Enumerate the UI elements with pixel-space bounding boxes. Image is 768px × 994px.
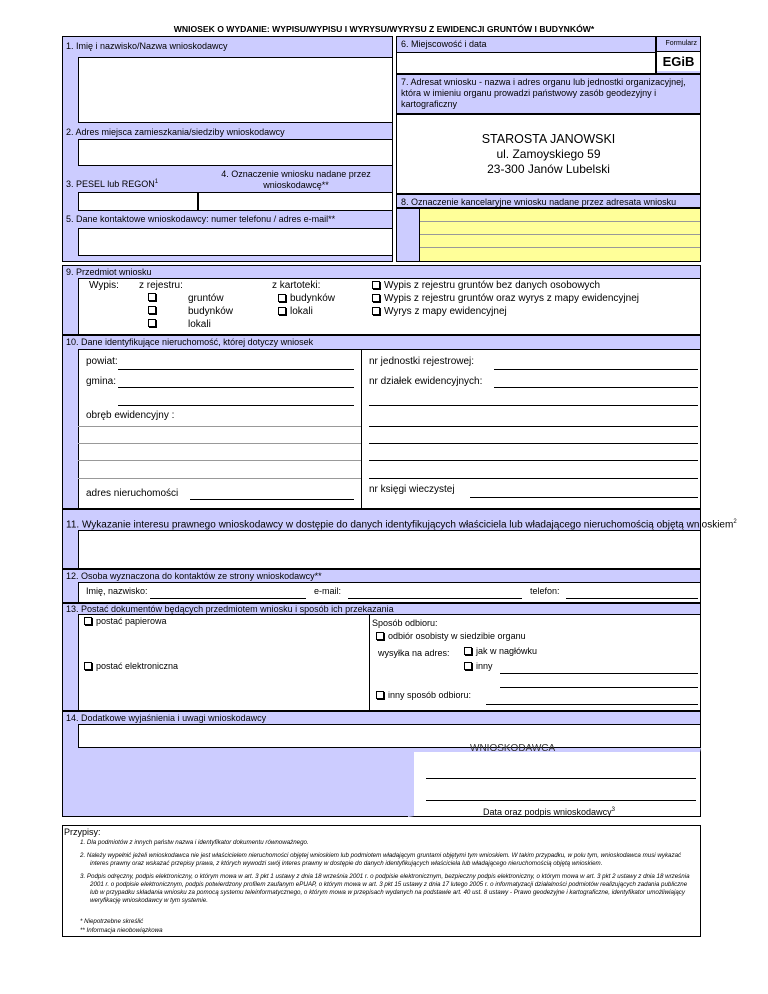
sec7-label: 7. Adresat wniosku - nazwa i adres organu lub jednostki organizacyjnej, która w imieniu organu prowadzi państwowy zasób geodezyjny i kartograficzny (396, 74, 701, 114)
footnote-3: 3. Podpis odręczny, podpis elektroniczny, o którym mowa w art. 3 pkt 1 ustawy z dnia 18 września 2001 r. o podpisie elektronicznym, bezpieczny podpis elektroniczny, o którym mowa w art. 3 pkt 2 ustawy z dnia 18 września 2001 r. o podpisie elektronicznym, podpis potwierdzony profilem zaufanym ePUAP, o którym mowa w art. 3 pkt 15 ustawy z dnia 17 lutego 2005 r. o informatyzacji działalności podmiotów realizujących zadania publiczne lub w przypadku składania wniosku za pomocą systemu teleinformatycznego, o którym mowa w przepisach wydanych na podstawie art. 40 ust. 8 ustawy - Prawo geodezyjne i kartograficzne, identyfikator umożliwiający weryfikację wnioskodawcy w tym systemie. (80, 873, 690, 904)
naglowek-label: jak w nagłówku (476, 646, 538, 656)
nr-dzialek-field[interactable] (494, 387, 698, 388)
gmina-field-2[interactable] (118, 405, 354, 406)
checkbox-icon (376, 632, 384, 640)
addressee-line2: ul. Zamoyskiego 59 (496, 147, 601, 161)
checkbox-icon (148, 293, 156, 301)
checkbox-icon (278, 294, 286, 302)
reg-lokale-checkbox[interactable] (148, 318, 160, 330)
page-title: WNIOSEK O WYDANIE: WYPISU/WYPISU I WYRYSU/WYRYSU Z EWIDENCJI GRUNTÓW I BUDYNKÓW* (173, 24, 595, 34)
z-rejestru-label: z rejestru: (139, 280, 183, 291)
contact-name-label: Imię, nazwisko: (86, 586, 148, 596)
checkbox-icon (376, 691, 384, 699)
sec2-label: 2. Adres miejsca zamieszkania/siedziby wnioskodawcy (66, 127, 285, 137)
section-10-divider (361, 349, 362, 509)
nr-jedn-field[interactable] (494, 369, 698, 370)
reg-lokale-label: lokali (188, 319, 211, 330)
gmina-label: gmina: (86, 376, 117, 387)
signature-line-2[interactable] (426, 800, 696, 801)
obreb-line-1[interactable] (78, 426, 361, 427)
inny-label: inny (476, 661, 493, 671)
nr-dzialek-line-6[interactable] (369, 478, 698, 479)
sec1-label: 1. Imię i nazwisko/Nazwa wnioskodawcy (66, 41, 228, 51)
office-mark-field[interactable] (419, 209, 700, 261)
inny-option[interactable] (464, 661, 493, 672)
inny-sposob-label: inny sposób odbioru: (388, 690, 472, 700)
pesel-regon-field[interactable] (78, 192, 198, 211)
sec9-title: 9. Przedmiot wniosku (66, 267, 152, 277)
nr-dzialek-line-2[interactable] (369, 405, 698, 406)
footnotes-title: Przypisy: (64, 827, 101, 837)
footnote-star-2: ** Informacja nieobowiązkowa (80, 927, 163, 934)
sec3-label: 3. PESEL lub REGON$^1$ (66, 179, 159, 189)
checkbox-icon (278, 307, 286, 315)
signature-line-1[interactable] (426, 778, 696, 779)
checkbox-icon (148, 306, 156, 314)
sec10-title: 10. Dane identyfikujące nieruchomość, której dotyczy wniosek (66, 337, 314, 347)
inny-address-line-1[interactable] (500, 673, 698, 674)
kart-budynki-label: budynków (290, 293, 336, 304)
checkbox-icon (372, 294, 380, 302)
z-kartoteki-label: z kartoteki: (272, 280, 321, 291)
nr-dzialek-line-3[interactable] (369, 426, 698, 427)
electronic-option[interactable] (84, 661, 178, 672)
form-code-box (656, 36, 701, 74)
footnote-1: 1. Dla podmiotów z innych państw nazwa i identyfikator dokumentu równoważnego. (80, 839, 309, 846)
paper-label: postać papierowa (96, 616, 167, 626)
osobisty-label: odbiór osobisty w siedzibie organu (388, 631, 526, 641)
inny-sposob-field[interactable] (486, 704, 698, 705)
checkbox-icon (148, 319, 156, 327)
kart-budynki-option[interactable] (278, 293, 335, 305)
kart-lokale-option[interactable] (278, 306, 313, 318)
sec8-label: 8. Oznaczenie kancelaryjne wniosku nadane przez adresata wniosku (396, 194, 701, 208)
checkbox-icon (84, 662, 92, 670)
checkbox-icon (464, 647, 472, 655)
adres-field[interactable] (190, 499, 354, 500)
sposob-label: Sposób odbioru: (372, 618, 438, 628)
powiat-label: powiat: (86, 356, 118, 367)
checkbox-icon (372, 307, 380, 315)
opt3-option[interactable] (372, 306, 507, 318)
opt2-label: Wypis z rejestru gruntów oraz wyrys z mapy ewidencyjnej (384, 293, 639, 304)
contact-email-label: e-mail: (314, 586, 342, 596)
kart-lokale-label: lokali (290, 306, 313, 317)
paper-option[interactable] (84, 616, 167, 627)
inny-sposob-option[interactable] (376, 690, 471, 701)
footnote-star-1: * Niepotrzebne skreślić (80, 918, 144, 925)
reg-grunty-checkbox[interactable] (148, 292, 160, 304)
obreb-label: obręb ewidencyjny : (86, 410, 175, 421)
applicant-label: WNIOSKODAWCA (470, 743, 556, 754)
sec6-label: 6. Miejscowość i data (396, 36, 656, 53)
sec12-title: 12. Osoba wyznaczona do kontaktów ze strony wnioskodawcy** (66, 571, 322, 581)
contact-data-field[interactable] (78, 228, 393, 256)
place-date-field[interactable] (396, 52, 656, 74)
osobisty-option[interactable] (376, 631, 526, 642)
section-12-body (78, 582, 701, 603)
adres-label: adres nieruchomości (86, 488, 179, 499)
reg-budynki-label: budynków (188, 306, 234, 317)
legal-interest-field[interactable] (78, 530, 701, 569)
opt1-option[interactable] (372, 280, 600, 292)
request-mark-field[interactable] (198, 192, 393, 211)
sec13-title: 13. Postać dokumentów będących przedmiotem wniosku i sposób ich przekazania (66, 604, 394, 614)
applicant-address-field[interactable] (78, 139, 393, 166)
obreb-line-4[interactable] (78, 478, 361, 479)
obreb-line-3[interactable] (78, 460, 361, 461)
contact-phone-label: telefon: (530, 586, 560, 596)
nr-ksiegi-label: nr księgi wieczystej (369, 484, 455, 495)
opt2-option[interactable] (372, 293, 639, 305)
reg-grunty-label: gruntów (188, 293, 224, 304)
naglowek-option[interactable] (464, 646, 537, 657)
contact-phone-field[interactable] (566, 598, 698, 599)
powiat-field[interactable] (118, 369, 354, 370)
sec14-label: 14. Dodatkowe wyjaśnienia i uwagi wnioskodawcy (66, 713, 267, 723)
reg-budynki-checkbox[interactable] (148, 305, 160, 317)
wypis-label: Wypis: (89, 280, 119, 291)
addressee-line1: STAROSTA JANOWSKI (481, 132, 616, 146)
addressee-box (396, 114, 701, 194)
checkbox-icon (84, 617, 92, 625)
nr-jedn-label: nr jednostki rejestrowej: (369, 356, 475, 367)
obreb-line-2[interactable] (78, 443, 361, 444)
signature-label: Data oraz podpis wnioskodawcy$^3$ (483, 807, 615, 817)
inny-address-line-2[interactable] (500, 687, 698, 688)
section-13-divider (369, 614, 370, 711)
form-code: EGiB (657, 51, 700, 71)
contact-email-field[interactable] (348, 598, 522, 599)
footnote-2: 2. Należy wypełnić jeżeli wnioskodawca nie jest właścicielem nieruchomości objętej wnioskiem lub podmiotem władającym gruntami objętymi tym wnioskiem. W takim przypadku, w polu tym, wnioskodawca musi wykazać interes prawny oraz wskazać przepisy prawa, z których wywodzi swój interes prawny w dostępie do danych identyfikujących właściciela lub władającego nieruchomością objętą wnioskiem. (80, 852, 682, 867)
sec5-label: 5. Dane kontaktowe wnioskodawcy: numer telefonu / adres e-mail** (66, 214, 336, 224)
nr-dzialek-line-4[interactable] (369, 443, 698, 444)
form-label: Formularz (665, 40, 697, 47)
contact-name-field[interactable] (150, 598, 306, 599)
electronic-label: postać elektroniczna (96, 661, 179, 671)
applicant-name-field[interactable] (78, 57, 393, 123)
addressee-line3: 23-300 Janów Lubelski (487, 162, 610, 176)
sec11-label: 11. Wykazanie interesu prawnego wnioskodawcy w dostępie do danych identyfikujących właściciela lub władającego nieruchomością objętą wnioskiem$^2$ (66, 519, 737, 531)
checkbox-icon (464, 662, 472, 670)
gmina-field[interactable] (118, 387, 354, 388)
remarks-field[interactable] (78, 724, 701, 748)
nr-dzialek-label: nr działek ewidencyjnych: (369, 376, 483, 387)
nr-ksiegi-field[interactable] (470, 497, 698, 498)
sec4-label: 4. Oznaczenie wniosku nadane przez wnioskodawcę** (221, 169, 371, 190)
opt3-label: Wyrys z mapy ewidencyjnej (384, 306, 507, 317)
nr-dzialek-line-5[interactable] (369, 460, 698, 461)
wysylka-label: wysyłka na adres: (378, 648, 450, 658)
opt1-label: Wypis z rejestru gruntów bez danych osobowych (384, 280, 601, 291)
checkbox-icon (372, 281, 380, 289)
